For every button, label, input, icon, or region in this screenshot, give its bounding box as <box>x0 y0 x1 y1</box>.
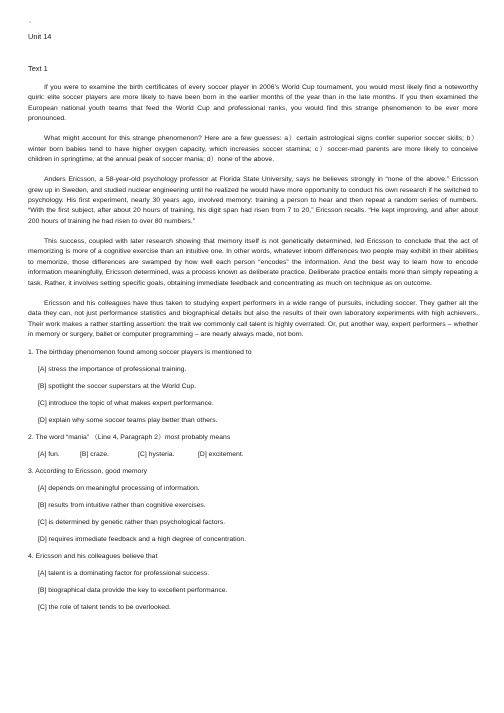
text-heading: Text 1 <box>28 64 48 73</box>
questions <box>28 348 478 620</box>
question-4-option-b: [B] biographical data provide the key to excellent performance. <box>38 587 228 594</box>
question-2-option-d: [D] excitement. <box>198 451 244 458</box>
question-4-option-c: [C] the role of talent tends to be overlooked. <box>38 604 171 611</box>
paragraph-2: What might account for this strange phenomenon? Here are a few guesses: a）certain astrological signs confer superior soccer skills; b）winter born babies tend to have higher oxygen capacity, which increases soccer stamina; c）soccer-mad parents are more likely to conceive children in springtime, at the annual peak of soccer mania; d）none of the above. <box>28 135 478 164</box>
question-1-option-b: [B] spotlight the soccer superstars at the World Cup. <box>38 383 197 390</box>
paragraph-3: Anders Ericsson, a 58-year-old psychology professor at Florida State University, says he believes strongly in “none of the above.” Ericsson grew up in Sweden, and studied nuclear engineering until he realized he would have more opportunity to conduct his own research if he switched to psychology. His first experiment, nearly 30 years ago, involved memory: training a person to hear and then repeat a random series of numbers. “With the first subject, after about 20 hours of training, his digit span had risen from 7 to 20,” Ericsson recalls. “He kept improving, and after about 200 hours of training he had risen to over 80 numbers.” <box>28 176 478 225</box>
corner-mark: ▫ <box>29 20 32 26</box>
question-3-option-a: [A] depends on meaningful processing of information. <box>38 485 200 492</box>
unit-heading: Unit 14 <box>28 32 52 41</box>
question-1-option-d: [D] explain why some soccer teams play better than others. <box>38 417 218 424</box>
question-1-stem: 1. The birthday phenomenon found among soccer players is mentioned to <box>28 349 252 356</box>
passage <box>28 83 478 350</box>
question-2-option-c: [C] hysteria. <box>138 451 175 458</box>
question-4-option-a: [A] talent is a dominating factor for professional success. <box>38 570 210 577</box>
question-2-option-a: [A] fun. <box>38 451 60 458</box>
question-3-option-b: [B] results from intuitive rather than cognitive exercises. <box>38 502 206 509</box>
question-3-stem: 3. According to Ericsson, good memory <box>28 468 148 475</box>
question-3-option-d: [D] requires immediate feedback and a high degree of concentration. <box>38 536 247 543</box>
paragraph-1: If you were to examine the birth certificates of every soccer player in 2006’s World Cup tournament, you would most likely find a noteworthy quirk: elite soccer players are more likely to have been born in the earlier months of the year than in the late months. If you then examined the European national youth teams that feed the World Cup and professional ranks, you would find this strange phenomenon to be ever more pronounced. <box>28 84 478 123</box>
paragraph-4: This success, coupled with later research showing that memory itself is not genetically determined, led Ericsson to conclude that the act of memorizing is more of a cognitive exercise than an intuitive one. In other words, whatever inborn differences two people may exhibit in their abilities to memorize, those differences are swamped by how well each person “encodes” the information. And the best way to learn how to encode information meaningfully, Ericsson determined, was a process known as deliberate practice. Deliberate practice entails more than simply repeating a task. Rather, it involves setting specific goals, obtaining immediate feedback and concentrating as much on technique as on outcome. <box>28 238 478 287</box>
question-3-option-c: [C] is determined by genetic rather than psychological factors. <box>38 519 226 526</box>
question-2-option-b: [B] craze. <box>80 451 109 458</box>
question-2-options <box>28 450 478 467</box>
paragraph-5: Ericsson and his colleagues have thus taken to studying expert performers in a wide range of pursuits, including soccer. They gather all the data they can, not just performance statistics and biographical details but also the results of their own laboratory experiments with high achievers. Their work makes a rather startling assertion: the trait we commonly call talent is highly overrated. Or, put another way, expert performers – whether in memory or surgery, ballet or computer programming – are nearly always made, not born. <box>28 299 478 338</box>
question-4-stem: 4. Ericsson and his colleagues believe that <box>28 553 158 560</box>
question-2-stem: 2. The word “mania” （Line 4, Paragraph 2）most probably means <box>28 434 231 441</box>
question-1-option-c: [C] introduce the topic of what makes expert performance. <box>38 400 214 407</box>
question-1-option-a: [A] stress the importance of professional training. <box>38 366 187 373</box>
